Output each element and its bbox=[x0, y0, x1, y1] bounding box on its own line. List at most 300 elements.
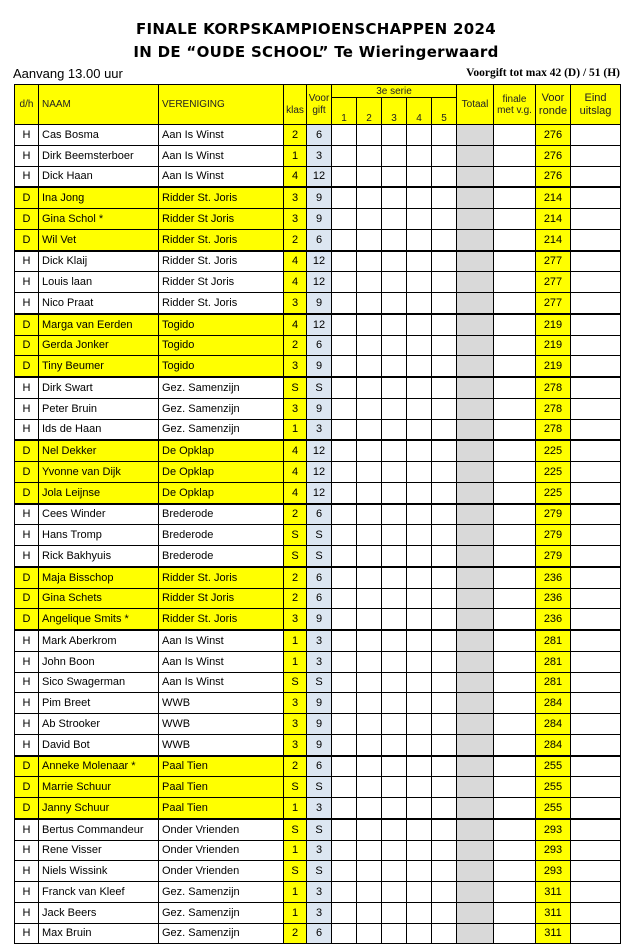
serie-5-cell bbox=[432, 882, 457, 903]
voorgift-cell: 9 bbox=[307, 209, 332, 230]
club-cell: Ridder St. Joris bbox=[159, 609, 284, 630]
voorgift-cell: 12 bbox=[307, 166, 332, 187]
klas-cell: 1 bbox=[284, 145, 307, 166]
serie-2-cell bbox=[357, 462, 382, 483]
dh-cell: H bbox=[15, 819, 39, 840]
header-klas-top bbox=[284, 85, 307, 98]
totaal-cell bbox=[457, 840, 494, 861]
eind-cell bbox=[571, 882, 621, 903]
name-cell: Dirk Beemsterboer bbox=[39, 145, 159, 166]
klas-cell: S bbox=[284, 819, 307, 840]
voorgift-cell: 9 bbox=[307, 714, 332, 735]
totaal-cell bbox=[457, 125, 494, 146]
dh-cell: H bbox=[15, 504, 39, 525]
finale-cell bbox=[494, 902, 536, 923]
serie-4-cell bbox=[407, 356, 432, 377]
voorronde-cell: 281 bbox=[536, 651, 571, 672]
serie-1-cell bbox=[332, 187, 357, 208]
serie-1-cell bbox=[332, 482, 357, 503]
finale-cell bbox=[494, 819, 536, 840]
klas-cell: S bbox=[284, 525, 307, 546]
serie-3-cell bbox=[382, 819, 407, 840]
klas-cell: 3 bbox=[284, 693, 307, 714]
totaal-cell bbox=[457, 145, 494, 166]
serie-2-cell bbox=[357, 272, 382, 293]
name-cell: Marrie Schuur bbox=[39, 777, 159, 798]
eind-cell bbox=[571, 482, 621, 503]
serie-1-cell bbox=[332, 734, 357, 755]
name-cell: Dick Haan bbox=[39, 166, 159, 187]
serie-4-cell bbox=[407, 777, 432, 798]
voorgift-cell: 6 bbox=[307, 335, 332, 356]
club-cell: Gez. Samenzijn bbox=[159, 902, 284, 923]
finale-cell bbox=[494, 335, 536, 356]
serie-1-cell bbox=[332, 125, 357, 146]
club-cell: Brederode bbox=[159, 546, 284, 567]
name-cell: Tiny Beumer bbox=[39, 356, 159, 377]
serie-3-cell bbox=[382, 588, 407, 609]
serie-5-cell bbox=[432, 166, 457, 187]
totaal-cell bbox=[457, 546, 494, 567]
table-row bbox=[15, 272, 621, 293]
finale-cell bbox=[494, 482, 536, 503]
voorronde-cell: 255 bbox=[536, 756, 571, 777]
serie-3-cell bbox=[382, 756, 407, 777]
finale-cell bbox=[494, 314, 536, 335]
serie-2-cell bbox=[357, 525, 382, 546]
eind-cell bbox=[571, 840, 621, 861]
serie-3-cell bbox=[382, 293, 407, 314]
voorgift-cell: 3 bbox=[307, 145, 332, 166]
serie-2-cell bbox=[357, 882, 382, 903]
finale-cell bbox=[494, 377, 536, 398]
dh-cell: D bbox=[15, 756, 39, 777]
totaal-cell bbox=[457, 777, 494, 798]
serie-2-cell bbox=[357, 819, 382, 840]
club-cell: Ridder St Joris bbox=[159, 588, 284, 609]
club-cell: Aan Is Winst bbox=[159, 125, 284, 146]
table-row bbox=[15, 714, 621, 735]
serie-2-cell bbox=[357, 125, 382, 146]
table-row bbox=[15, 882, 621, 903]
table-row bbox=[15, 588, 621, 609]
klas-cell: S bbox=[284, 377, 307, 398]
serie-2-cell bbox=[357, 756, 382, 777]
voorronde-cell: 281 bbox=[536, 672, 571, 693]
finale-cell bbox=[494, 440, 536, 461]
serie-5-cell bbox=[432, 609, 457, 630]
club-cell: Togido bbox=[159, 356, 284, 377]
finale-cell bbox=[494, 882, 536, 903]
serie-5-cell bbox=[432, 504, 457, 525]
eind-cell bbox=[571, 125, 621, 146]
dh-cell: H bbox=[15, 734, 39, 755]
name-cell: Cas Bosma bbox=[39, 125, 159, 146]
eind-cell bbox=[571, 923, 621, 944]
serie-1-cell bbox=[332, 356, 357, 377]
voorgift-cell: 6 bbox=[307, 588, 332, 609]
serie-3-cell bbox=[382, 714, 407, 735]
name-cell: Janny Schuur bbox=[39, 798, 159, 819]
table-row bbox=[15, 419, 621, 440]
voorronde-cell: 225 bbox=[536, 462, 571, 483]
totaal-cell bbox=[457, 861, 494, 882]
eind-cell bbox=[571, 335, 621, 356]
finale-cell bbox=[494, 567, 536, 588]
table-row bbox=[15, 756, 621, 777]
voorgift-cell: 3 bbox=[307, 840, 332, 861]
voorronde-cell: 255 bbox=[536, 798, 571, 819]
klas-cell: 3 bbox=[284, 356, 307, 377]
eind-cell bbox=[571, 630, 621, 651]
serie-1-cell bbox=[332, 609, 357, 630]
table-row bbox=[15, 482, 621, 503]
eind-cell bbox=[571, 588, 621, 609]
serie-5-cell bbox=[432, 251, 457, 272]
serie-5-cell bbox=[432, 293, 457, 314]
serie-4-cell bbox=[407, 314, 432, 335]
klas-cell: 1 bbox=[284, 902, 307, 923]
table-row bbox=[15, 819, 621, 840]
serie-5-cell bbox=[432, 756, 457, 777]
serie-4-cell bbox=[407, 462, 432, 483]
serie-2-cell bbox=[357, 609, 382, 630]
table-row bbox=[15, 734, 621, 755]
klas-cell: 2 bbox=[284, 125, 307, 146]
serie-5-cell bbox=[432, 546, 457, 567]
klas-cell: 4 bbox=[284, 314, 307, 335]
klas-cell: 2 bbox=[284, 567, 307, 588]
serie-1-cell bbox=[332, 504, 357, 525]
dh-cell: H bbox=[15, 377, 39, 398]
club-cell: Togido bbox=[159, 335, 284, 356]
voorgift-cell: 12 bbox=[307, 462, 332, 483]
serie-4-cell bbox=[407, 588, 432, 609]
serie-2-cell bbox=[357, 777, 382, 798]
table-row bbox=[15, 567, 621, 588]
dh-cell: H bbox=[15, 419, 39, 440]
voorronde-cell: 293 bbox=[536, 840, 571, 861]
club-cell: Ridder St. Joris bbox=[159, 293, 284, 314]
finale-cell bbox=[494, 798, 536, 819]
dh-cell: D bbox=[15, 229, 39, 250]
voorronde-cell: 281 bbox=[536, 630, 571, 651]
serie-2-cell bbox=[357, 840, 382, 861]
voorronde-cell: 236 bbox=[536, 609, 571, 630]
club-cell: Brederode bbox=[159, 525, 284, 546]
name-cell: Niels Wissink bbox=[39, 861, 159, 882]
voorronde-cell: 311 bbox=[536, 902, 571, 923]
club-cell: Aan Is Winst bbox=[159, 651, 284, 672]
voorgift-cell: 6 bbox=[307, 756, 332, 777]
serie-2-cell bbox=[357, 482, 382, 503]
voorronde-cell: 276 bbox=[536, 145, 571, 166]
dh-cell: D bbox=[15, 462, 39, 483]
klas-cell: S bbox=[284, 777, 307, 798]
eind-cell bbox=[571, 672, 621, 693]
table-row bbox=[15, 377, 621, 398]
club-cell: WWB bbox=[159, 693, 284, 714]
name-cell: Franck van Kleef bbox=[39, 882, 159, 903]
serie-3-cell bbox=[382, 630, 407, 651]
voorronde-cell: 284 bbox=[536, 714, 571, 735]
serie-2-cell bbox=[357, 145, 382, 166]
eind-cell bbox=[571, 462, 621, 483]
serie-3-cell bbox=[382, 902, 407, 923]
title-line-1: FINALE KORPSKAMPIOENSCHAPPEN 2024 bbox=[136, 20, 496, 38]
voorgift-cell: 12 bbox=[307, 251, 332, 272]
serie-1-cell bbox=[332, 840, 357, 861]
serie-1-cell bbox=[332, 209, 357, 230]
serie-5-cell bbox=[432, 693, 457, 714]
name-cell: Ina Jong bbox=[39, 187, 159, 208]
klas-cell: 3 bbox=[284, 209, 307, 230]
serie-2-cell bbox=[357, 335, 382, 356]
voorronde-cell: 311 bbox=[536, 882, 571, 903]
eind-cell bbox=[571, 504, 621, 525]
name-cell: Nico Praat bbox=[39, 293, 159, 314]
table-row bbox=[15, 861, 621, 882]
name-cell: Dick Klaij bbox=[39, 251, 159, 272]
name-cell: Sico Swagerman bbox=[39, 672, 159, 693]
table-row bbox=[15, 798, 621, 819]
klas-cell: 3 bbox=[284, 714, 307, 735]
name-cell: Louis laan bbox=[39, 272, 159, 293]
title-line-2: IN DE “OUDE SCHOOL” Te Wieringerwaard bbox=[133, 43, 499, 61]
dh-cell: H bbox=[15, 145, 39, 166]
name-cell: Cees Winder bbox=[39, 504, 159, 525]
serie-4-cell bbox=[407, 861, 432, 882]
serie-1-cell bbox=[332, 314, 357, 335]
serie-1-cell bbox=[332, 272, 357, 293]
serie-2-cell bbox=[357, 504, 382, 525]
serie-1-cell bbox=[332, 651, 357, 672]
serie-4-cell bbox=[407, 398, 432, 419]
serie-4-cell bbox=[407, 902, 432, 923]
voorronde-cell: 219 bbox=[536, 335, 571, 356]
finale-cell bbox=[494, 693, 536, 714]
finale-cell bbox=[494, 187, 536, 208]
dh-cell: D bbox=[15, 356, 39, 377]
name-cell: Mark Aberkrom bbox=[39, 630, 159, 651]
totaal-cell bbox=[457, 756, 494, 777]
serie-5-cell bbox=[432, 229, 457, 250]
serie-5-cell bbox=[432, 651, 457, 672]
finale-cell bbox=[494, 546, 536, 567]
voorgift-cell: S bbox=[307, 377, 332, 398]
voorronde-cell: 236 bbox=[536, 588, 571, 609]
serie-5-cell bbox=[432, 861, 457, 882]
totaal-cell bbox=[457, 462, 494, 483]
voorronde-cell: 214 bbox=[536, 187, 571, 208]
voorronde-cell: 293 bbox=[536, 819, 571, 840]
serie-1-cell bbox=[332, 440, 357, 461]
serie-3-cell bbox=[382, 314, 407, 335]
name-cell: Ab Strooker bbox=[39, 714, 159, 735]
name-cell: Gina Schol * bbox=[39, 209, 159, 230]
klas-cell: 4 bbox=[284, 462, 307, 483]
name-cell: Maja Bisschop bbox=[39, 567, 159, 588]
name-cell: Marga van Eerden bbox=[39, 314, 159, 335]
klas-cell: 1 bbox=[284, 651, 307, 672]
serie-2-cell bbox=[357, 651, 382, 672]
totaal-cell bbox=[457, 693, 494, 714]
finale-cell bbox=[494, 293, 536, 314]
voorronde-cell: 225 bbox=[536, 482, 571, 503]
name-cell: Bertus Commandeur bbox=[39, 819, 159, 840]
club-cell: Gez. Samenzijn bbox=[159, 882, 284, 903]
serie-4-cell bbox=[407, 335, 432, 356]
club-cell: Ridder St. Joris bbox=[159, 567, 284, 588]
serie-1-cell bbox=[332, 525, 357, 546]
finale-cell bbox=[494, 609, 536, 630]
voorronde-cell: 278 bbox=[536, 377, 571, 398]
club-cell: Ridder St. Joris bbox=[159, 187, 284, 208]
serie-1-cell bbox=[332, 798, 357, 819]
voorronde-cell: 278 bbox=[536, 398, 571, 419]
dh-cell: H bbox=[15, 882, 39, 903]
serie-5-cell bbox=[432, 419, 457, 440]
serie-4-cell bbox=[407, 840, 432, 861]
voorronde-cell: 276 bbox=[536, 125, 571, 146]
name-cell: Pim Breet bbox=[39, 693, 159, 714]
voorronde-cell: 279 bbox=[536, 504, 571, 525]
klas-cell: 2 bbox=[284, 335, 307, 356]
klas-cell: 2 bbox=[284, 923, 307, 944]
voorgift-cell: 6 bbox=[307, 229, 332, 250]
serie-5-cell bbox=[432, 777, 457, 798]
voorgift-cell: S bbox=[307, 819, 332, 840]
header-dh: d/h bbox=[15, 85, 39, 125]
klas-cell: S bbox=[284, 861, 307, 882]
voorgift-cell: 9 bbox=[307, 187, 332, 208]
name-cell: Anneke Molenaar * bbox=[39, 756, 159, 777]
dh-cell: H bbox=[15, 125, 39, 146]
totaal-cell bbox=[457, 714, 494, 735]
serie-1-cell bbox=[332, 145, 357, 166]
eind-cell bbox=[571, 734, 621, 755]
serie-3-cell bbox=[382, 923, 407, 944]
serie-4-cell bbox=[407, 187, 432, 208]
table-row bbox=[15, 693, 621, 714]
totaal-cell bbox=[457, 609, 494, 630]
klas-cell: 4 bbox=[284, 251, 307, 272]
serie-4-cell bbox=[407, 209, 432, 230]
serie-1-cell bbox=[332, 251, 357, 272]
finale-cell bbox=[494, 588, 536, 609]
serie-3-cell bbox=[382, 777, 407, 798]
serie-5-cell bbox=[432, 145, 457, 166]
name-cell: Max Bruin bbox=[39, 923, 159, 944]
serie-5-cell bbox=[432, 819, 457, 840]
voorgift-cell: 9 bbox=[307, 398, 332, 419]
eind-cell bbox=[571, 419, 621, 440]
klas-cell: 1 bbox=[284, 840, 307, 861]
voorgift-cell: 12 bbox=[307, 272, 332, 293]
voorronde-cell: 214 bbox=[536, 209, 571, 230]
name-cell: Ids de Haan bbox=[39, 419, 159, 440]
dh-cell: H bbox=[15, 630, 39, 651]
serie-1-cell bbox=[332, 902, 357, 923]
voorronde-cell: 236 bbox=[536, 567, 571, 588]
voorronde-cell: 278 bbox=[536, 419, 571, 440]
name-cell: Dirk Swart bbox=[39, 377, 159, 398]
totaal-cell bbox=[457, 482, 494, 503]
serie-2-cell bbox=[357, 419, 382, 440]
table-row bbox=[15, 672, 621, 693]
serie-1-cell bbox=[332, 714, 357, 735]
klas-cell: 4 bbox=[284, 440, 307, 461]
finale-cell bbox=[494, 251, 536, 272]
table-row bbox=[15, 314, 621, 335]
serie-3-cell bbox=[382, 145, 407, 166]
club-cell: Paal Tien bbox=[159, 798, 284, 819]
finale-cell bbox=[494, 525, 536, 546]
serie-2-cell bbox=[357, 398, 382, 419]
eind-cell bbox=[571, 567, 621, 588]
serie-4-cell bbox=[407, 525, 432, 546]
serie-2-cell bbox=[357, 714, 382, 735]
eind-cell bbox=[571, 398, 621, 419]
serie-1-cell bbox=[332, 567, 357, 588]
serie-1-cell bbox=[332, 819, 357, 840]
serie-4-cell bbox=[407, 609, 432, 630]
club-cell: WWB bbox=[159, 734, 284, 755]
serie-1-cell bbox=[332, 693, 357, 714]
voorronde-cell: 277 bbox=[536, 251, 571, 272]
serie-5-cell bbox=[432, 398, 457, 419]
totaal-cell bbox=[457, 229, 494, 250]
totaal-cell bbox=[457, 419, 494, 440]
name-cell: David Bot bbox=[39, 734, 159, 755]
totaal-cell bbox=[457, 398, 494, 419]
eind-cell bbox=[571, 229, 621, 250]
serie-1-cell bbox=[332, 882, 357, 903]
eind-cell bbox=[571, 861, 621, 882]
header-eind: Eind uitslag bbox=[571, 85, 621, 125]
name-cell: Yvonne van Dijk bbox=[39, 462, 159, 483]
table-row bbox=[15, 335, 621, 356]
serie-4-cell bbox=[407, 798, 432, 819]
table-row bbox=[15, 777, 621, 798]
finale-cell bbox=[494, 734, 536, 755]
serie-2-cell bbox=[357, 209, 382, 230]
club-cell: De Opklap bbox=[159, 462, 284, 483]
voorronde-cell: 214 bbox=[536, 229, 571, 250]
serie-4-cell bbox=[407, 377, 432, 398]
serie-5-cell bbox=[432, 272, 457, 293]
club-cell: Brederode bbox=[159, 504, 284, 525]
table-row bbox=[15, 187, 621, 208]
club-cell: Ridder St. Joris bbox=[159, 229, 284, 250]
serie-2-cell bbox=[357, 861, 382, 882]
finale-cell bbox=[494, 462, 536, 483]
header-s5: 5 bbox=[432, 98, 457, 125]
klas-cell: 2 bbox=[284, 588, 307, 609]
voorgift-cell: 6 bbox=[307, 567, 332, 588]
serie-4-cell bbox=[407, 272, 432, 293]
totaal-cell bbox=[457, 356, 494, 377]
eind-cell bbox=[571, 377, 621, 398]
voorgift-cell: S bbox=[307, 672, 332, 693]
serie-1-cell bbox=[332, 546, 357, 567]
finale-cell bbox=[494, 777, 536, 798]
totaal-cell bbox=[457, 187, 494, 208]
eind-cell bbox=[571, 166, 621, 187]
dh-cell: H bbox=[15, 923, 39, 944]
club-cell: Gez. Samenzijn bbox=[159, 419, 284, 440]
serie-3-cell bbox=[382, 798, 407, 819]
